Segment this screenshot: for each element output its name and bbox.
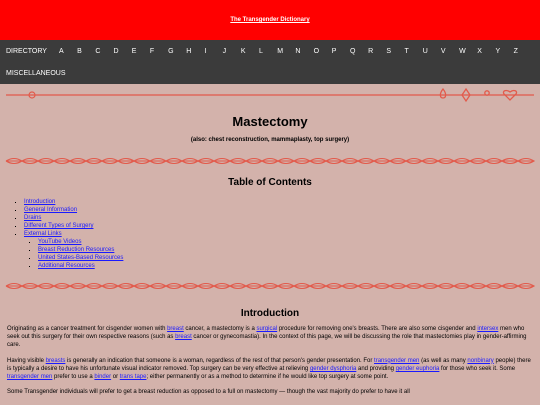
link-surgical[interactable]: surgical xyxy=(256,326,278,332)
nav-letter-k[interactable]: K xyxy=(240,47,246,55)
link-gender-dysphoria[interactable]: gender dysphoria xyxy=(309,365,357,372)
toc-link-external-links[interactable]: External Links xyxy=(24,231,62,237)
nav-directory[interactable]: DIRECTORY xyxy=(6,47,47,55)
intro-paragraph-1: Originating as a cancer treatment for cisgender women with breast cancer, a mastectomy is a surgical procedure for removing one's breasts. There are also some cisgender and intersex men who seek out this surgery for their own respective reasons (such as breast cancer or gynecomastia). In the context of this page, we will be discussing the role that mastectomies play in gender-affirming care. xyxy=(7,326,527,349)
link-transgender-men[interactable]: transgender men xyxy=(374,357,420,364)
nav-letter-u[interactable]: U xyxy=(422,47,428,55)
section-heading-introduction: Introduction xyxy=(240,308,300,319)
nav-letters xyxy=(59,48,532,55)
nav-letter-a[interactable]: A xyxy=(58,47,64,55)
nav-letter-z[interactable]: Z xyxy=(513,47,518,55)
intro-paragraph-2: Having visible breasts is generally an indication that someone is a woman, regardless of the rest of that person's gender presentation. For transgender men (as well as many nonbinary people) there is typically a desire to have his unfortunate visual indicator removed. Top surgery can be very effective at relieving gender dysphoria and providing gender euphoria for those who seek it. Some transgender men prefer to use a binder or trans tape; either permanently or as a method to determine if he would like top surgery at some point. xyxy=(7,357,531,381)
diamond-chain-divider xyxy=(0,147,540,177)
nav-letter-e[interactable]: E xyxy=(131,47,137,55)
alias-list: (also: chest reconstruction, mammaplasty, top surgery) xyxy=(190,137,350,143)
nav-letter-r[interactable]: R xyxy=(368,47,374,55)
nav-letter-c[interactable]: C xyxy=(95,47,101,55)
link-binder[interactable]: binder xyxy=(94,374,112,381)
nav-letter-q[interactable]: Q xyxy=(349,47,356,55)
link-breast-2[interactable]: breast xyxy=(175,334,192,341)
nav-letter-j[interactable]: J xyxy=(222,47,227,55)
site-title-link[interactable]: The Transgender Dictionary xyxy=(230,17,310,23)
nav-letter-y[interactable]: Y xyxy=(495,47,501,55)
link-gender-euphoria[interactable]: gender euphoria xyxy=(395,365,440,372)
nav-letter-w[interactable]: W xyxy=(459,47,466,55)
nav-letter-l[interactable]: L xyxy=(259,47,263,55)
intro-paragraph-3: Some Transgender individuals will prefer to get a breast reduction as opposed to a full on mastectomy — though the vast majority do prefer to have it all xyxy=(7,389,410,396)
toc-link-us-resources[interactable]: United States-Based Resources xyxy=(38,255,124,261)
nav-bar xyxy=(0,40,540,84)
nav-letter-o[interactable]: O xyxy=(313,47,320,55)
nav-letter-x[interactable]: X xyxy=(477,47,482,55)
nav-letter-i[interactable]: I xyxy=(204,47,207,55)
toc-link-surgery-types[interactable]: Different Types of Surgery xyxy=(24,223,94,229)
link-breasts[interactable]: breasts xyxy=(45,357,66,364)
link-transgender-men-2[interactable]: transgender men xyxy=(7,374,53,381)
nav-letter-n[interactable]: N xyxy=(295,47,301,55)
toc-heading: Table of Contents xyxy=(228,177,312,188)
toc-item xyxy=(24,214,540,222)
page-title: Mastectomy xyxy=(232,114,308,129)
ornamental-divider xyxy=(0,84,540,106)
toc-link-drains[interactable]: Drains xyxy=(24,215,42,221)
nav-letter-m[interactable]: M xyxy=(277,47,284,55)
nav-letter-f[interactable]: F xyxy=(149,47,155,55)
nav-row xyxy=(0,40,540,62)
nav-row xyxy=(0,62,540,84)
toc-item xyxy=(24,222,540,230)
nav-letter-s[interactable]: S xyxy=(386,47,392,55)
link-intersex[interactable]: intersex xyxy=(477,326,499,332)
link-nonbinary[interactable]: nonbinary xyxy=(467,357,494,364)
nav-letter-v[interactable]: V xyxy=(440,47,446,55)
toc-item xyxy=(24,230,540,270)
site-header xyxy=(0,0,540,40)
nav-miscellaneous[interactable]: MISCELLANEOUS xyxy=(6,69,66,77)
table-of-contents xyxy=(0,198,540,270)
toc-sublist xyxy=(24,238,540,270)
toc-item xyxy=(24,206,540,214)
toc-link-additional-resources[interactable]: Additional Resources xyxy=(38,263,95,269)
nav-letter-p[interactable]: P xyxy=(331,47,337,55)
link-breast[interactable]: breast xyxy=(167,326,184,332)
toc-link-breast-reduction[interactable]: Breast Reduction Resources xyxy=(38,247,115,253)
link-trans-tape[interactable]: trans tape xyxy=(119,374,147,381)
nav-letter-h[interactable]: H xyxy=(186,47,192,55)
toc-item xyxy=(24,198,540,206)
nav-letter-d[interactable]: D xyxy=(113,47,119,55)
nav-letter-g[interactable]: G xyxy=(168,47,174,55)
nav-letter-t[interactable]: T xyxy=(404,47,409,55)
toc-link-general-information[interactable]: General Information xyxy=(24,207,78,213)
spade-icon xyxy=(440,89,445,98)
nav-letter-b[interactable]: B xyxy=(77,47,82,55)
diamond-chain-divider xyxy=(0,274,540,302)
toc-link-introduction[interactable]: Introduction xyxy=(24,199,56,205)
toc-link-youtube-videos[interactable]: YouTube Videos xyxy=(38,239,82,245)
